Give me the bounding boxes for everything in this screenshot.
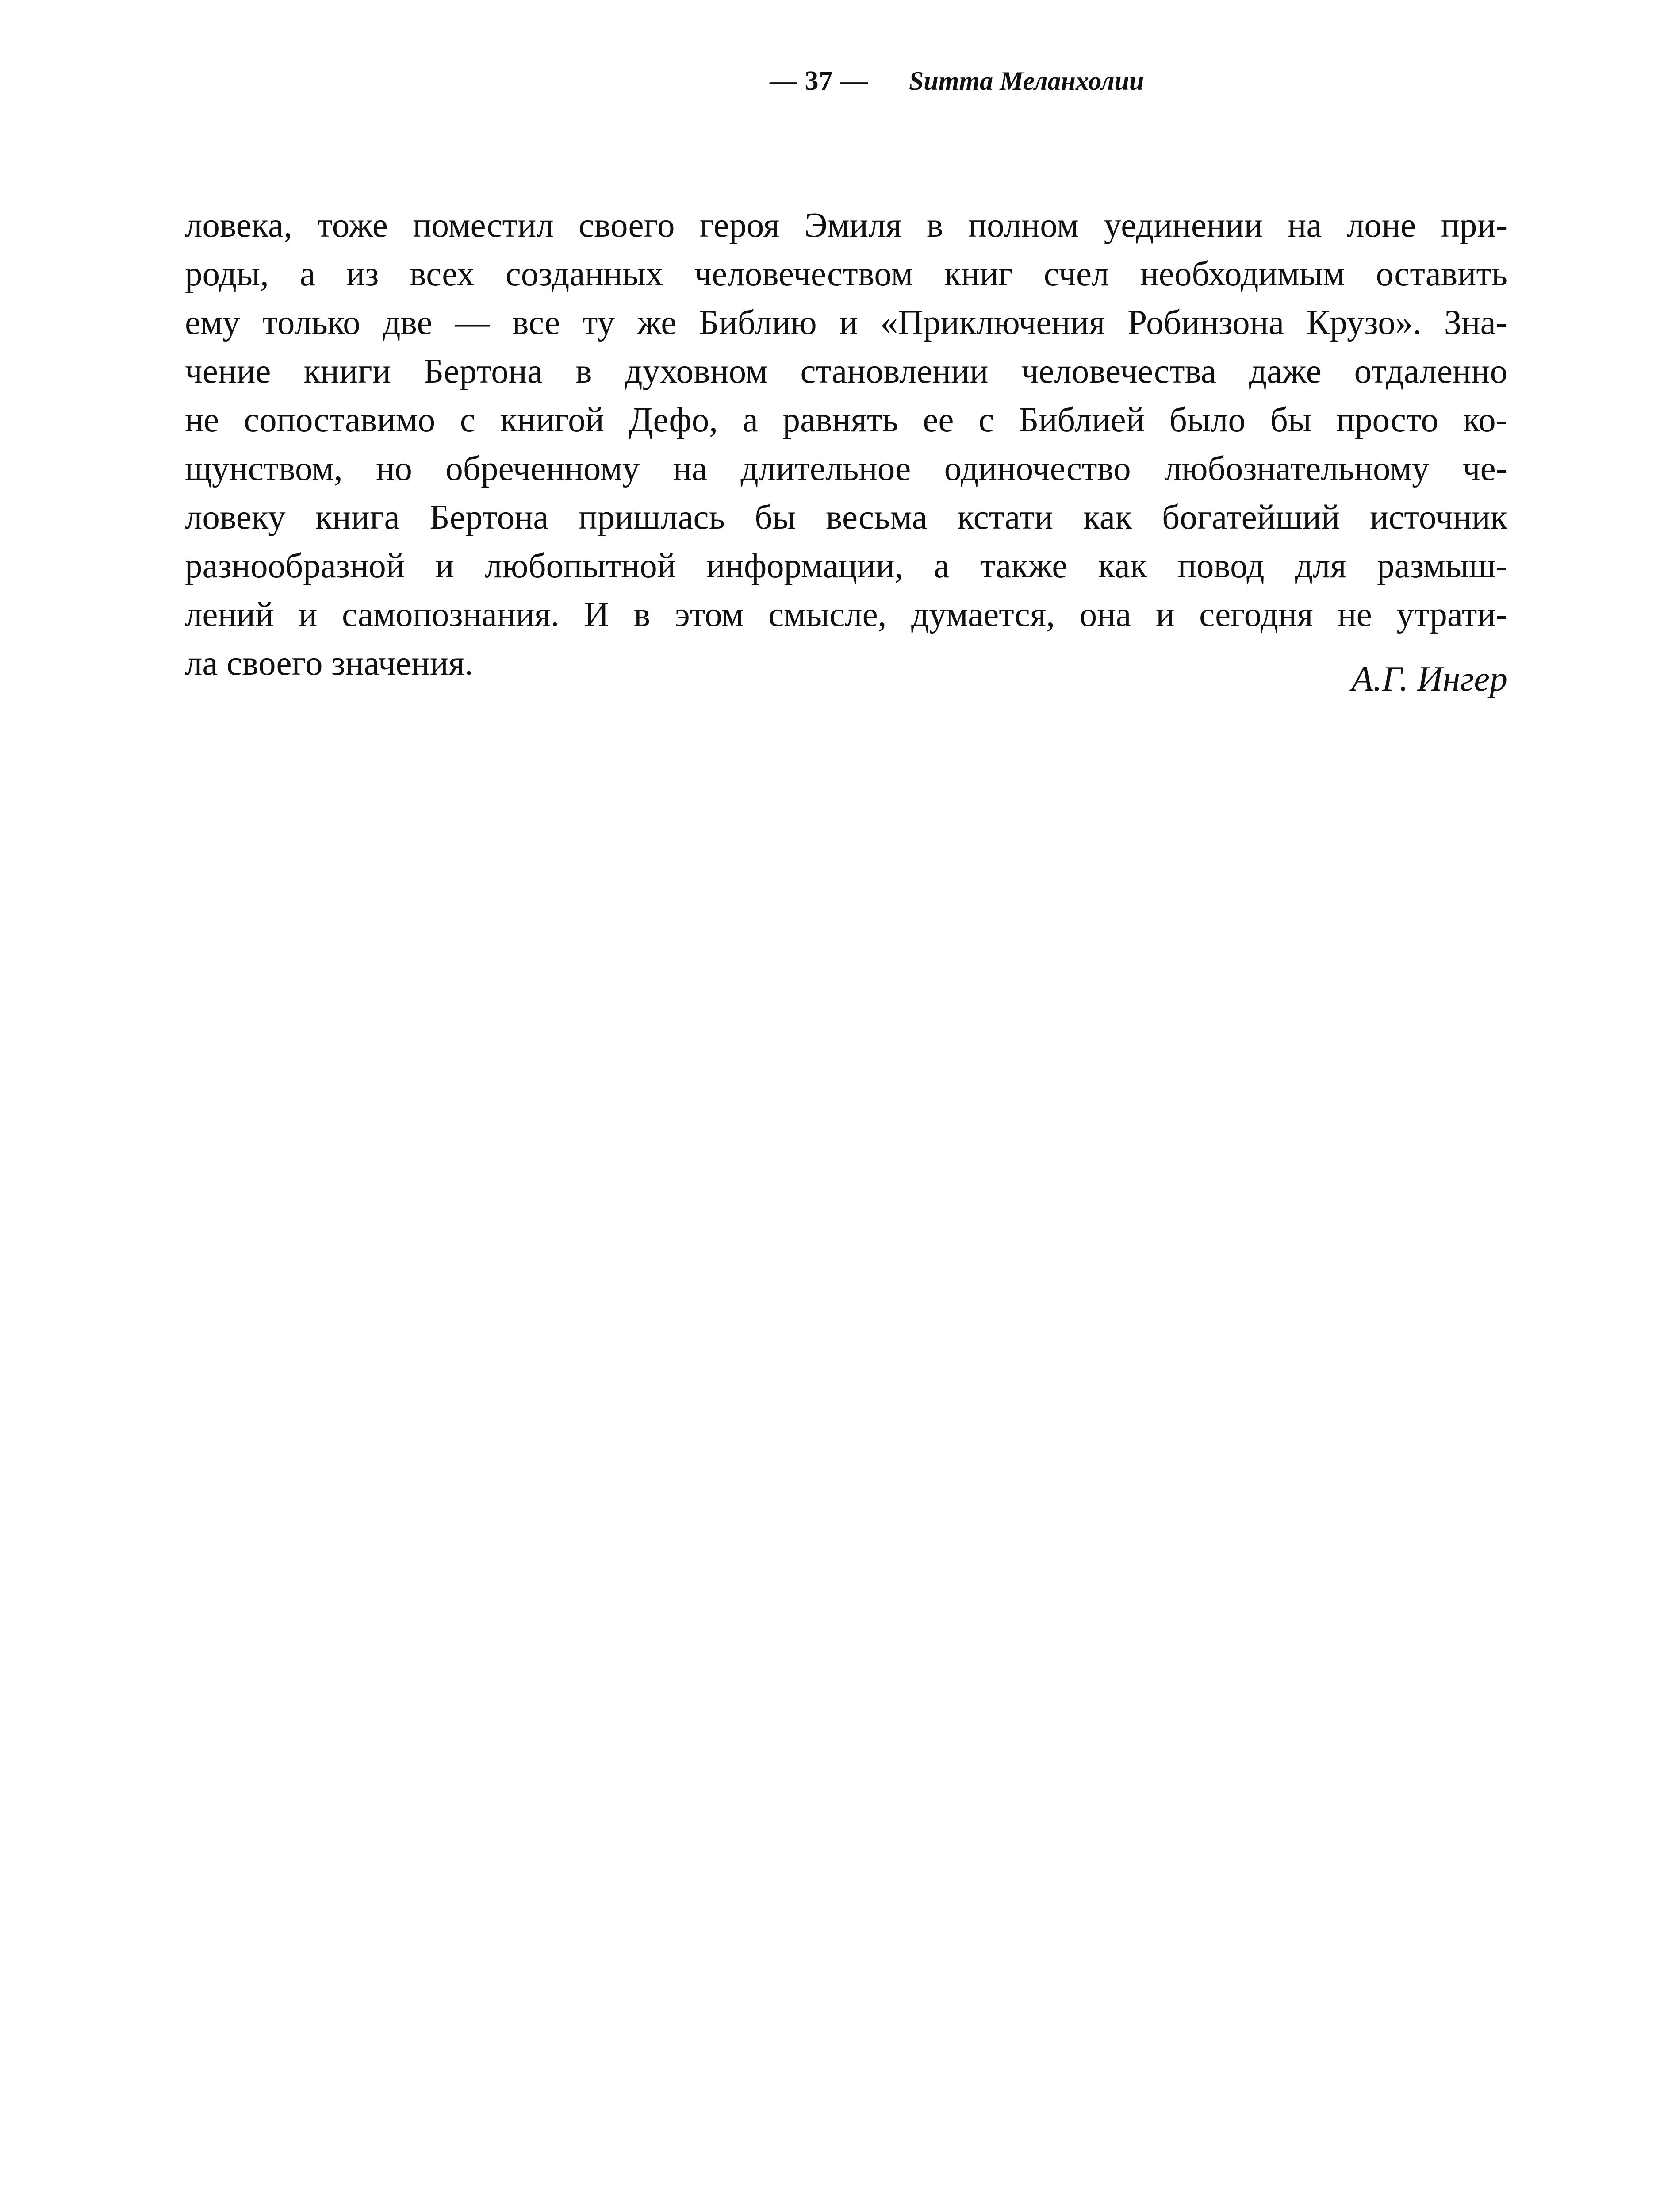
- text-line: не сопоставимо с книгой Дефо, а равнять ее с Библией было бы просто ко-: [185, 401, 1507, 439]
- text-line: роды, а из всех созданных человечеством книг счел необходимым оставить: [185, 255, 1507, 293]
- text-line: ловеку книга Бертона пришлась бы весьма кстати как богатейший источник: [185, 498, 1507, 537]
- text-line: щунством, но обреченному на длительное одиночество любознательному че-: [185, 449, 1507, 488]
- text-line: чение книги Бертона в духовном становлении человечества даже отдаленно: [185, 352, 1507, 391]
- running-title: Summa Меланхолии: [909, 66, 1144, 96]
- running-header: [770, 65, 1144, 114]
- author-signature: А.Г. Ингер: [1351, 660, 1507, 699]
- body-text: [185, 201, 1507, 688]
- page-number: — 37 —: [770, 66, 868, 96]
- text-line: разнообразной и любопытной информации, а также как повод для размыш-: [185, 547, 1507, 585]
- text-line: ему только две — все ту же Библию и «Приключения Робинзона Крузо». Зна-: [185, 303, 1507, 342]
- text-line-last: ла своего значения.: [185, 644, 474, 683]
- text-line: лений и самопознания. И в этом смысле, думается, она и сегодня не утрати-: [185, 595, 1507, 634]
- text-line: ловека, тоже поместил своего героя Эмиля в полном уединении на лоне при-: [185, 206, 1507, 245]
